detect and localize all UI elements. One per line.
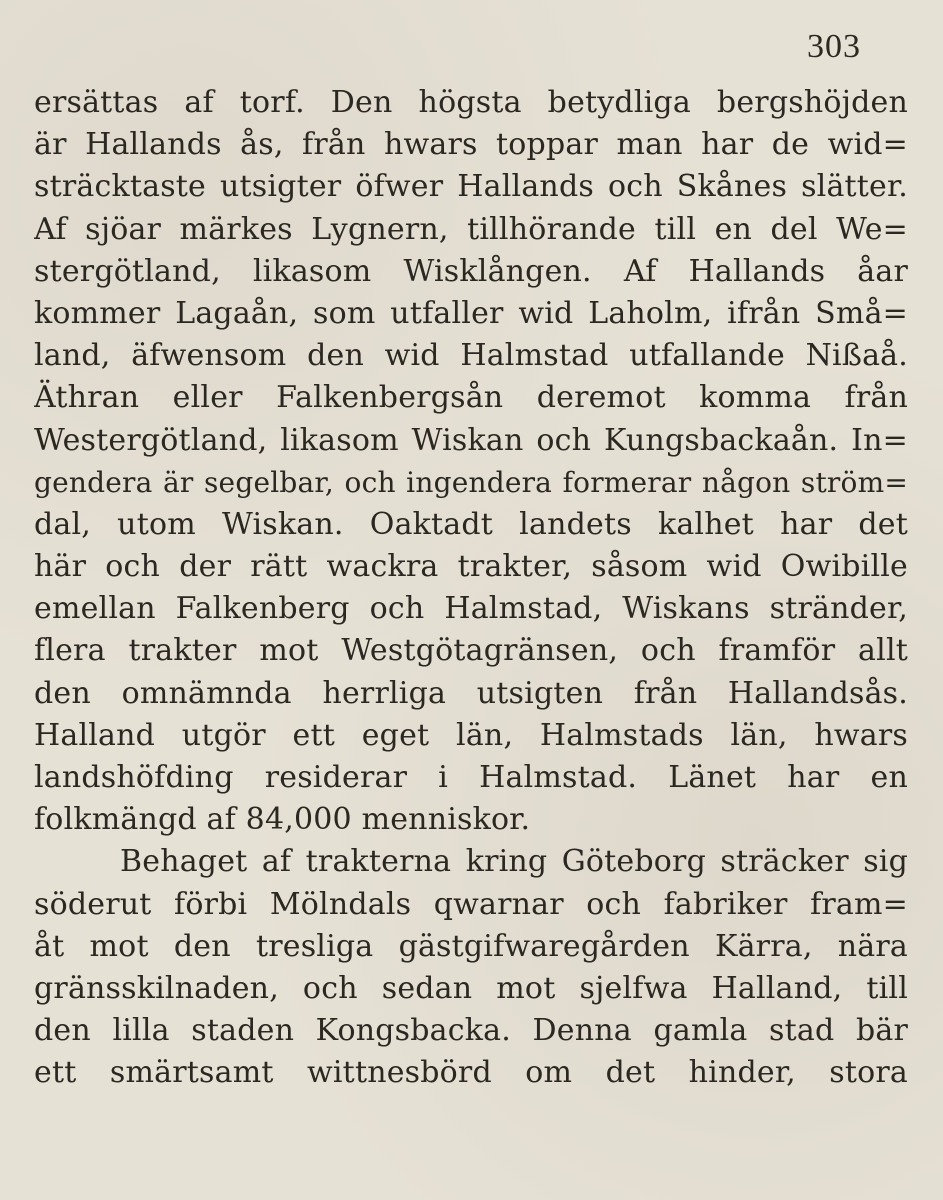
text-line: här och der rätt wackra trakter, såsom wid Owibille — [34, 549, 908, 585]
text-line: dal, utom Wiskan. Oaktadt landets kalhet har det — [34, 506, 908, 542]
paragraph-start-line: Behaget af trakterna kring Göteborg sträcker sig — [120, 844, 908, 880]
page-number: 303 — [807, 28, 861, 65]
text-line: ett smärtsamt wittnesbörd om det hinder, stora — [34, 1055, 908, 1091]
text-line: den lilla staden Kongsbacka. Denna gamla stad bär — [34, 1013, 908, 1049]
text-line: gendera är segelbar, och ingendera formerar någon ström= — [34, 465, 908, 499]
text-line: kommer Lagaån, som utfaller wid Laholm, ifrån Små= — [34, 295, 908, 331]
text-line: ersättas af torf. Den högsta betydliga bergshöjden — [34, 85, 908, 120]
text-line: är Hallands ås, från hwars toppar man har de wid= — [34, 127, 908, 163]
text-line: Äthran eller Falkenbergsån deremot komma från — [34, 380, 908, 416]
text-line: stergötland, likasom Wisklången. Af Hallands åar — [34, 253, 908, 289]
text-line: Halland utgör ett eget län, Halmstads län, hwars — [34, 717, 908, 753]
text-line: sträcktaste utsigter öfwer Hallands och Skånes slätter. — [34, 169, 908, 205]
text-line: emellan Falkenberg och Halmstad, Wiskans stränder, — [34, 591, 908, 627]
text-line: land, äfwensom den wid Halmstad utfallande Nißaå. — [34, 338, 908, 374]
paragraph-end-line: folkmängd af 84,000 menniskor. — [34, 802, 531, 838]
body-text — [34, 82, 908, 1095]
text-line: landshöfding residerar i Halmstad. Länet har en — [34, 760, 908, 795]
text-line: söderut förbi Mölndals qwarnar och fabriker fram= — [34, 886, 908, 922]
text-line: Af sjöar märkes Lygnern, tillhörande till en del We= — [34, 211, 908, 247]
text-line: gränsskilnaden, och sedan mot sjelfwa Halland, till — [34, 970, 908, 1006]
text-line: åt mot den tresliga gästgifwaregården Kärra, nära — [34, 928, 908, 964]
text-line: den omnämnda herrliga utsigten från Hallandsås. — [34, 675, 908, 711]
text-line: flera trakter mot Westgötagränsen, och framför allt — [34, 633, 908, 669]
text-line: Westergötland, likasom Wiskan och Kungsbackaån. In= — [34, 422, 908, 458]
